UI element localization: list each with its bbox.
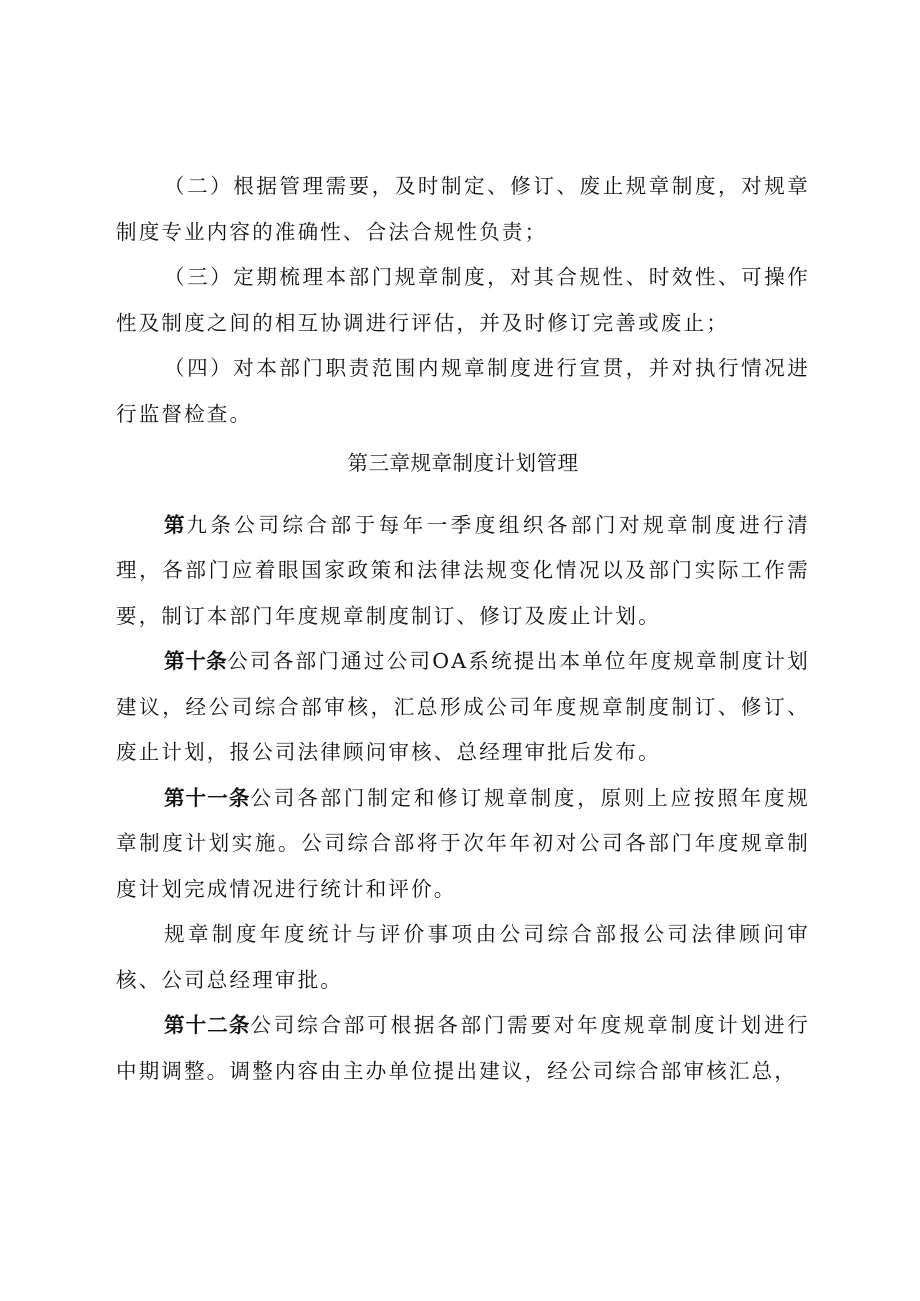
article-10 [116,639,810,776]
chapter-heading: 第三章规章制度计划管理 [347,451,579,475]
article-12 [116,1003,810,1094]
article-12-label: 第十二条 [164,1013,251,1037]
article-9-text: 九条公司综合部于每年一季度组织各部门对规章制度进行清理，各部门应着眼国家政策和法律法规变化情况以及部门实际工作需要，制订本部门年度规章制度制订、修订及废止计划。 [116,512,811,628]
clause-item-2: （二）根据管理需要，及时制定、修订、废止规章制度，对规章制度专业内容的准确性、合法合规性负责； [116,174,810,244]
article-10-label: 第十条 [164,649,228,673]
article-11-supplement [116,912,810,1003]
article-9 [116,503,810,640]
article-10-text: 公司各部门通过公司OA系统提出本单位年度规章制度计划建议，经公司综合部审核，汇总形成公司年度规章制度制订、修订、废止计划，报公司法律顾问审核、总经理审批后发布。 [116,649,811,764]
article-12-text: 公司综合部可根据各部门需要对年度规章制度计划进行中期调整。调整内容由主办单位提出建议，经公司综合部审核汇总， [116,1013,810,1083]
article-11 [116,776,810,913]
article-11-supplement-text: 规章制度年度统计与评价事项由公司综合部报公司法律顾问审核、公司总经理审批。 [116,922,810,992]
document-body [116,164,810,1094]
clause-item-3: （三）定期梳理本部门规章制度，对其合规性、时效性、可操作性及制度之间的相互协调进行评估，并及时修订完善或废止； [116,265,810,335]
article-11-text: 公司各部门制定和修订规章制度，原则上应按照年度规章制度计划实施。公司综合部将于次年年初对公司各部门年度规章制度计划完成情况进行统计和评价。 [116,785,810,901]
article-9-label: 第 [164,512,187,537]
article-11-label: 第十一条 [164,785,251,810]
clause-item-4: （四）对本部门职责范围内规章制度进行宣贯，并对执行情况进行监督检查。 [116,356,810,426]
